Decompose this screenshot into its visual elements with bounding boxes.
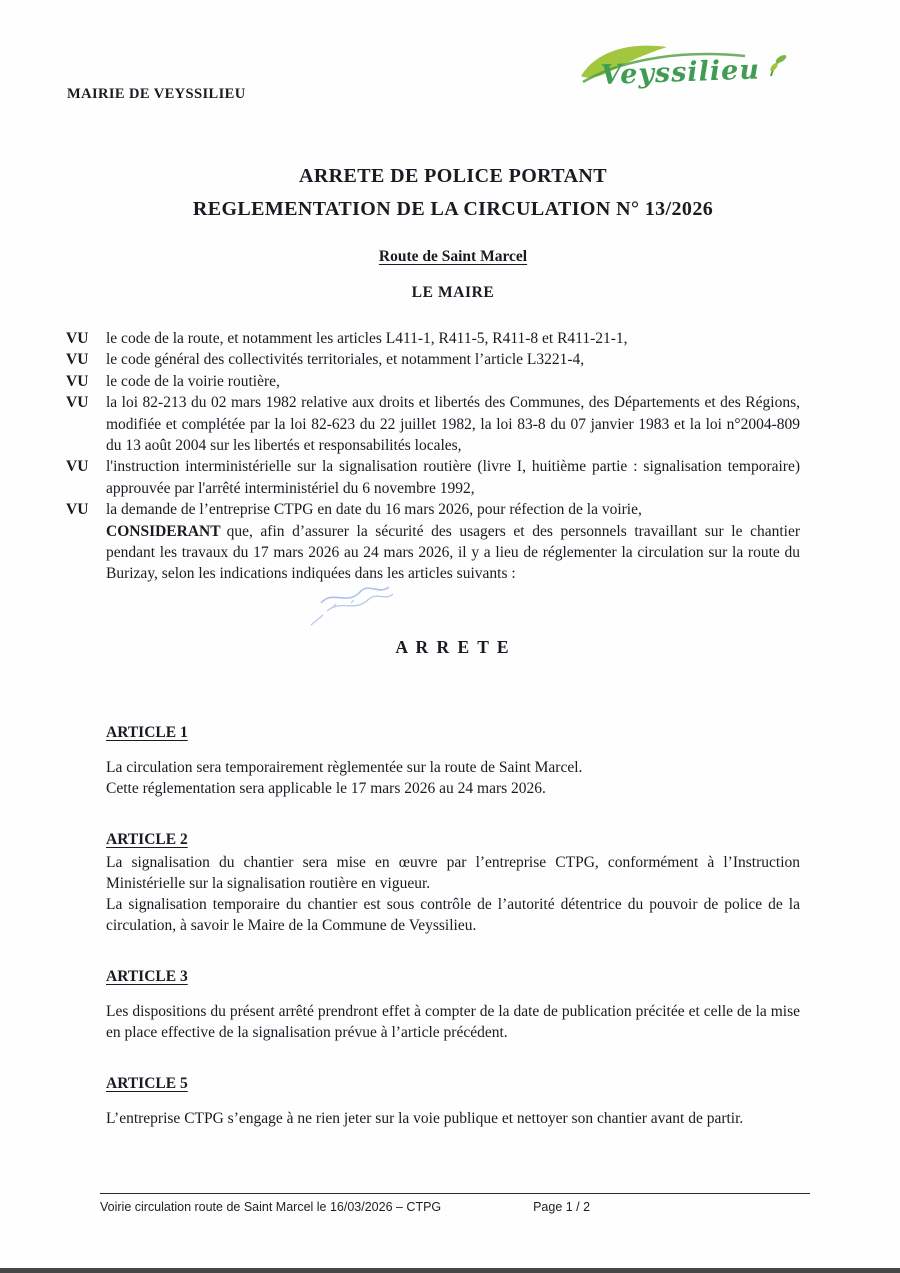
vu-item bbox=[66, 499, 800, 585]
article-paragraph: L’entreprise CTPG s’engage à ne rien jeter sur la voie publique et nettoyer son chantier avant de partir. bbox=[106, 1109, 744, 1127]
vu-label: VU bbox=[66, 501, 89, 519]
article-paragraph: Les dispositions du présent arrêté prendront effet à compter de la date de publication précitée et celle de la mise en place effective de la signalisation prévue à l’article précédent. bbox=[106, 1002, 800, 1041]
article-paragraph: La signalisation du chantier sera mise en œuvre par l’entreprise CTPG, conformément à l’Instruction Ministérielle sur la signalisation routière en vigueur. bbox=[106, 853, 800, 892]
vu-item-text: le code de la voirie routière, bbox=[106, 372, 280, 390]
logo-graphic bbox=[575, 40, 790, 106]
article-heading: ARTICLE 1 bbox=[106, 723, 188, 741]
considerant-paragraph bbox=[106, 521, 800, 585]
vu-item bbox=[66, 328, 800, 349]
vu-item bbox=[66, 392, 800, 456]
page-footer bbox=[100, 1193, 810, 1214]
article-heading: ARTICLE 5 bbox=[106, 1074, 188, 1092]
document-title-line2: REGLEMENTATION DE LA CIRCULATION N° 13/2026 bbox=[192, 198, 714, 220]
document-body bbox=[66, 160, 800, 1129]
vu-item-text: le code de la route, et notamment les articles L411-1, R411-5, R411-8 et R411-21-1, bbox=[106, 330, 628, 347]
vu-item-text: la demande de l’entreprise CTPG en date du 16 mars 2026, pour réfection de la voirie, bbox=[106, 501, 642, 519]
article-2 bbox=[106, 829, 800, 936]
article-paragraph: La circulation sera temporairement règlementée sur la route de Saint Marcel. bbox=[106, 758, 583, 776]
document-title bbox=[106, 160, 800, 226]
articles-section bbox=[106, 722, 800, 1129]
article-3 bbox=[106, 966, 800, 1043]
vu-item bbox=[66, 349, 800, 370]
article-heading: ARTICLE 2 bbox=[106, 830, 188, 848]
vu-list bbox=[66, 328, 800, 585]
vu-label: VU bbox=[66, 351, 89, 369]
vu-item-text: l'instruction interministérielle sur la signalisation routière (livre I, huitième partie : signalisation temporaire) approuvée par l'arrêté interministériel du 6 novembre 1992, bbox=[106, 458, 800, 497]
considerant-label: CONSIDERANT bbox=[106, 522, 221, 540]
handwritten-scribble bbox=[303, 581, 418, 631]
article-1 bbox=[106, 722, 800, 799]
logo-text: Veyssilieu bbox=[600, 54, 761, 91]
le-maire-heading: LE MAIRE bbox=[411, 284, 495, 301]
sprig-icon bbox=[769, 53, 788, 76]
footer-left: Voirie circulation route de Saint Marcel le 16/03/2026 – CTPG bbox=[100, 1200, 442, 1214]
considerant-text: que, afin d’assurer la sécurité des usagers et des personnels travaillant sur le chantier pendant les travaux du 17 mars 2026 au 24 mars 2026, il y a lieu de réglementer la circulation sur la route du Burizay, selon les indications indiquées dans les articles suivants : bbox=[106, 522, 800, 583]
article-heading: ARTICLE 3 bbox=[106, 967, 188, 985]
article-paragraph: Cette réglementation sera applicable le 17 mars 2026 au 24 mars 2026. bbox=[106, 779, 546, 797]
vu-item bbox=[66, 371, 800, 392]
article-paragraph: La signalisation temporaire du chantier est sous contrôle de l’autorité détentrice du pouvoir de police de la circulation, à savoir le Maire de la Commune de Veyssilieu. bbox=[106, 895, 800, 934]
vu-label: VU bbox=[66, 330, 89, 347]
vu-label: VU bbox=[66, 372, 89, 390]
vu-label: VU bbox=[66, 394, 89, 412]
footer-page-number: Page 1 / 2 bbox=[533, 1200, 591, 1214]
mairie-header: MAIRIE DE VEYSSILIEU bbox=[67, 86, 246, 102]
veyssilieu-logo bbox=[575, 40, 790, 106]
vu-item-text: la loi 82-213 du 02 mars 1982 relative aux droits et libertés des Communes, des Départements et des Régions, modifiée et complétée par la loi 82-623 du 22 juillet 1982, la loi 83-8 du 07 janvier 1983 et la loi n°2004-809 du 13 août 2004 sur les libertés et responsabilités locales, bbox=[106, 394, 800, 455]
vu-item-with-considerant bbox=[106, 499, 800, 585]
vu-item-text: le code général des collectivités territoriales, et notamment l’article L3221-4, bbox=[106, 351, 585, 369]
document-title-line1: ARRETE DE POLICE PORTANT bbox=[298, 165, 607, 187]
article-5 bbox=[106, 1073, 800, 1129]
scan-edge bbox=[0, 1268, 900, 1273]
vu-item bbox=[66, 456, 800, 499]
vu-label: VU bbox=[66, 458, 89, 476]
document-subtitle: Route de Saint Marcel bbox=[378, 248, 528, 265]
arrete-heading: A R R E T E bbox=[395, 636, 511, 657]
